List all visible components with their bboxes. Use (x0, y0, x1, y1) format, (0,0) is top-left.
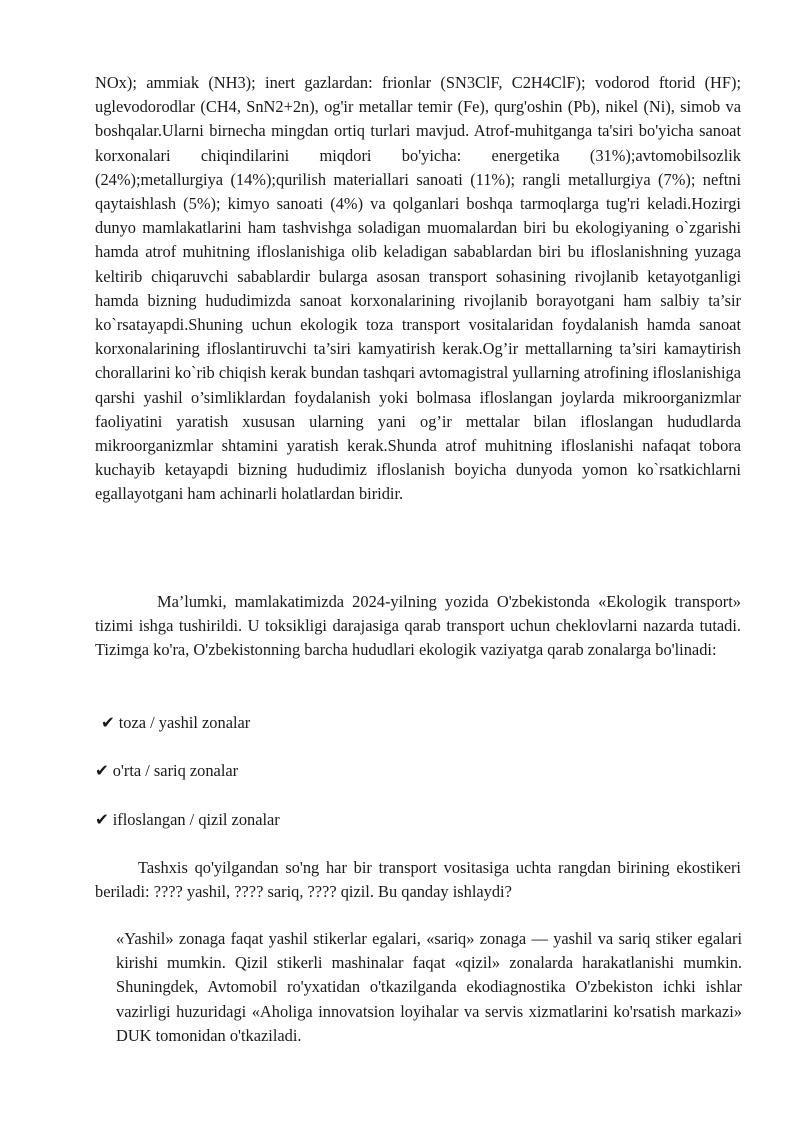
zone-list-item-yellow (95, 759, 238, 783)
zone-list-item-red (95, 808, 280, 832)
body-paragraph-eco-sticker: Tashxis qo'yilgandan so'ng har bir transport vositasiga uchta rangdan birining ekostikeri beriladi: ???? yashil, ???? sariq, ???? qizil. Bu qanday ishlaydi? (95, 858, 741, 902)
body-paragraph-pollution-sources: NOx); ammiak (NH3); inert gazlardan: frionlar (SN3ClF, C2H4ClF); vodorod ftorid (HF); uglevodorodlar (CH4, SnN2+2n), og'ir metallar temir (Fe), qurg'oshin (Pb), nikel (Ni), simob va boshqalar.Ularni birnecha mingdan ortiq turlari mavjud. Atrof-muhitganga ta'siri bo'yicha sanoat korxonalari chiqindilarini miqdori bo'yicha: energetika (31%);avtomobilsozlik (24%);metallurgiya (14%);qurilish materiallari sanoati (11%); rangli metallurgiya (7%); neftni qaytaishlash (5%); kimyo sanoati (4%) va qolganlari boshqa tarmoqlarga tug'ri keladi.Hozirgi dunyo mamlakatlarini ham tashvishga soladigan muomalardan biri bu ekologiyaning o`zgarishi hamda atrof muhitning ifloslanishiga olib keladigan sabablardan biri bu ifloslanishning yuzaga keltirib chiqaruvchi sabablardir bularga asosan transport sohasining rivojlanib ketayotganligi hamda bizning hududimizda sanoat korxonalarining rivojlanib borayotgani ham salbiy ta’sir ko`rsatayapdi.Shuning uchun ekologik toza transport vositalaridan foydalanish hamda sanoat korxonalarining ifloslantiruvchi ta’siri kamyatirish kerak.Og’ir mettallarning ta’siri kamaytirish chorallarini ko`rib chiqish kerak bundan tashqari avtomagistral yullarning atrofining ifloslanishiga qarshi yashil o’simliklardan foydalanish yoki bolmasa ifloslangan joylarda mikroorganizmlar faoliyatini yaratish xususan ularning yani og’ir mettalar bilan ifloslangan hududlarda mikroorganizmlar shtamini yaratish kerak.Shunda atrof muhitning ifloslanishi nafaqat tobora kuchayib ketayapdi bizning hududimiz ifloslanish boyicha dunyoda yomon ko`rsatkichlarni egallayotgani ham achinarli holatlardan biridir. (95, 73, 741, 504)
zone-list-item-label: toza / yashil zonalar (118, 713, 251, 732)
checkmark-icon: ✔ (95, 761, 109, 780)
zone-list-item-label: o'rta / sariq zonalar (112, 761, 239, 780)
body-paragraph-zone-rules: «Yashil» zonaga faqat yashil stikerlar egalari, «sariq» zonaga — yashil va sariq stiker egalari kirishi mumkin. Qizil stikerli mashinalar faqat «qizil» zonalarda harakatlanishi mumkin. Shuningdek, Avtomobil ro'yxatidan o'tkazilganda ekodiagnostika O'zbekiston ichki ishlar vazirligi huzuridagi «Aholiga innovatsion loyihalar va servis xizmatlarini ko'rsatish markazi» DUK tomonidan o'tkaziladi. (116, 929, 742, 1045)
zone-list-item-label: ifloslangan / qizil zonalar (112, 810, 280, 829)
zone-list-item-green (101, 711, 250, 735)
body-paragraph-ecological-transport: Ma’lumki, mamlakatimizda 2024-yilning yozida O'zbekistonda «Ekologik transport» tizimi ishga tushirildi. U toksikligi darajasiga qarab transport uchun cheklovlarni nazarda tutadi. Tizimga ko'ra, O'zbekistonning barcha hududlari ekologik vaziyatga qarab zonalarga bo'linadi: (95, 592, 741, 660)
checkmark-icon: ✔ (101, 713, 115, 732)
checkmark-icon: ✔ (95, 810, 109, 829)
